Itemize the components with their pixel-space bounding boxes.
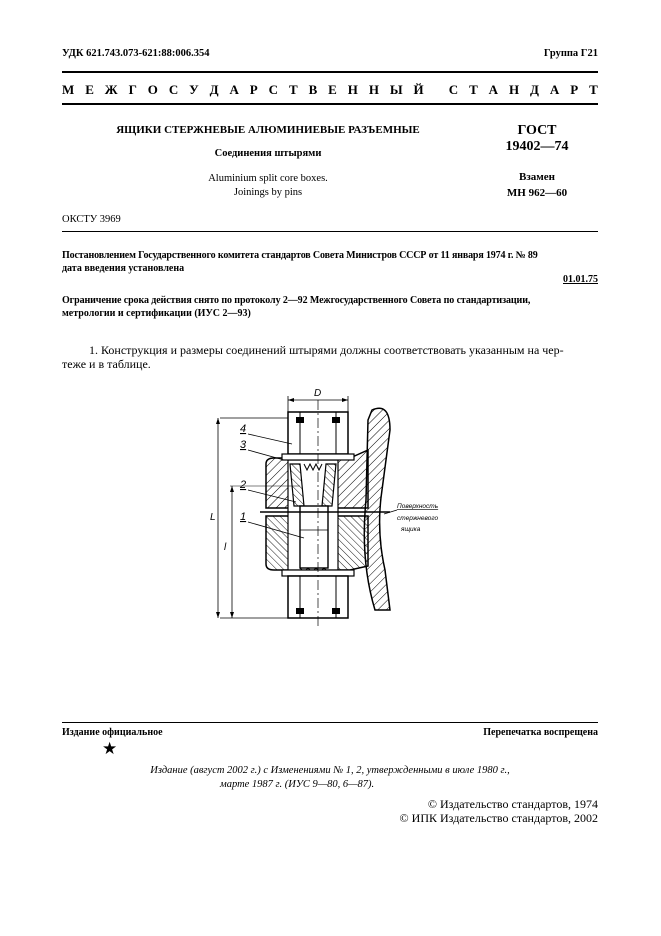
copyright-2002: © ИПК Издательство стандартов, 2002 [399, 811, 598, 825]
dim-l-label: l [224, 542, 227, 553]
udk-code: УДК 621.743.073-621:88:006.354 [62, 48, 210, 59]
standard-kind-letter: Р [570, 82, 579, 97]
standard-kind-letter: М [62, 82, 75, 97]
okstu-code: ОКСТУ 3969 [62, 214, 121, 225]
callout-4: 4 [240, 423, 247, 435]
standard-kind-letter: А [488, 82, 499, 97]
standard-kind-letter: С [268, 82, 279, 97]
standard-kind [62, 82, 598, 98]
standard-kind-letter: С [168, 82, 179, 97]
official-edition: Издание официальное [62, 727, 163, 738]
standard-kind-letter: Ж [104, 82, 118, 97]
body-line-2: теже и в таблице. [62, 357, 151, 371]
title-sub: Соединения штырями [214, 148, 322, 159]
surface-note-1: Поверхность [397, 503, 439, 510]
dim-L-label: L [210, 512, 216, 523]
copyright-1974: © Издательство стандартов, 1974 [427, 797, 598, 811]
group-code: Группа Г21 [543, 48, 598, 59]
header-rule [62, 71, 598, 73]
standard-kind-letter: Т [469, 82, 478, 97]
pin-joint-drawing [200, 380, 440, 630]
surface-note-3: ящика [401, 526, 421, 533]
callout-2: 2 [240, 479, 247, 491]
standard-kind-letter: Н [347, 82, 358, 97]
standard-kind-letter [435, 82, 438, 98]
limitation-line-1: Ограничение срока действия снято по протоколу 2—92 Межгосударственного Совета по стандартизации, [62, 295, 531, 306]
gost-number: 19402—74 [505, 139, 569, 154]
edition-line-2: марте 1987 г. (ИУС 9—80, 6—87). [220, 779, 375, 790]
reprint-forbidden: Перепечатка воспрещена [483, 727, 598, 738]
replaces-label: Взамен [519, 171, 555, 183]
title-main: ЯЩИКИ СТЕРЖНЕВЫЕ АЛЮМИНИЕВЫЕ РАЗЪЕМНЫЕ [116, 124, 420, 136]
standard-kind-letter: Т [288, 82, 298, 97]
standard-kind-letter: А [549, 82, 560, 97]
standard-kind-letter: Д [530, 82, 539, 97]
edition-line-1: Издание (август 2002 г.) с Изменениями № 1, 2, утвержденными в июле 1980 г., [150, 765, 510, 776]
title-en-2: Joinings by pins [233, 187, 303, 198]
callout-1: 1 [240, 511, 247, 523]
standard-kind-letter: У [189, 82, 199, 97]
standard-kind-letter: Р [249, 82, 258, 97]
standard-kind-letter: В [308, 82, 318, 97]
standard-kind-letter: Г [128, 82, 137, 97]
standard-kind-letter: Д [209, 82, 219, 97]
surface-note-2: стержневого [397, 515, 439, 522]
callout-3: 3 [240, 439, 247, 451]
standard-kind-letter: Й [413, 82, 424, 97]
title-en-1: Aluminium split core boxes. [208, 173, 328, 184]
star-icon: ★ [102, 739, 118, 759]
standard-kind-letter: С [448, 82, 459, 97]
body-line-1: 1. Конструкция и размеры соединений штырями должны соответствовать указанным на чер- [89, 343, 564, 357]
standard-kind-letter: О [147, 82, 158, 97]
standard-kind-letter: А [229, 82, 239, 97]
effective-date: 01.01.75 [563, 274, 598, 285]
okstu-rule [62, 231, 598, 232]
dim-d-label: D [314, 388, 322, 399]
replaces-value: МН 962—60 [506, 187, 568, 199]
footer-rule [62, 722, 598, 723]
core-box-wall [364, 408, 390, 610]
title-rule-top [62, 103, 598, 105]
standard-kind-letter: Е [328, 82, 337, 97]
standard-kind-letter: Ы [389, 82, 403, 97]
gost-label: ГОСТ [517, 123, 557, 138]
standard-kind-letter: Н [368, 82, 379, 97]
pin [300, 506, 328, 568]
standard-kind-letter: Н [508, 82, 520, 97]
decree-line-2: дата введения установлена [62, 263, 185, 274]
decree-line-1: Постановлением Государственного комитета стандартов Совета Министров СССР от 11 января 1974 г. № 89 [62, 250, 538, 261]
standard-kind-letter: Е [85, 82, 94, 97]
limitation-line-2: метрологии и сертификации (ИУС 2—93) [62, 308, 251, 319]
standard-kind-letter: Т [589, 82, 598, 97]
